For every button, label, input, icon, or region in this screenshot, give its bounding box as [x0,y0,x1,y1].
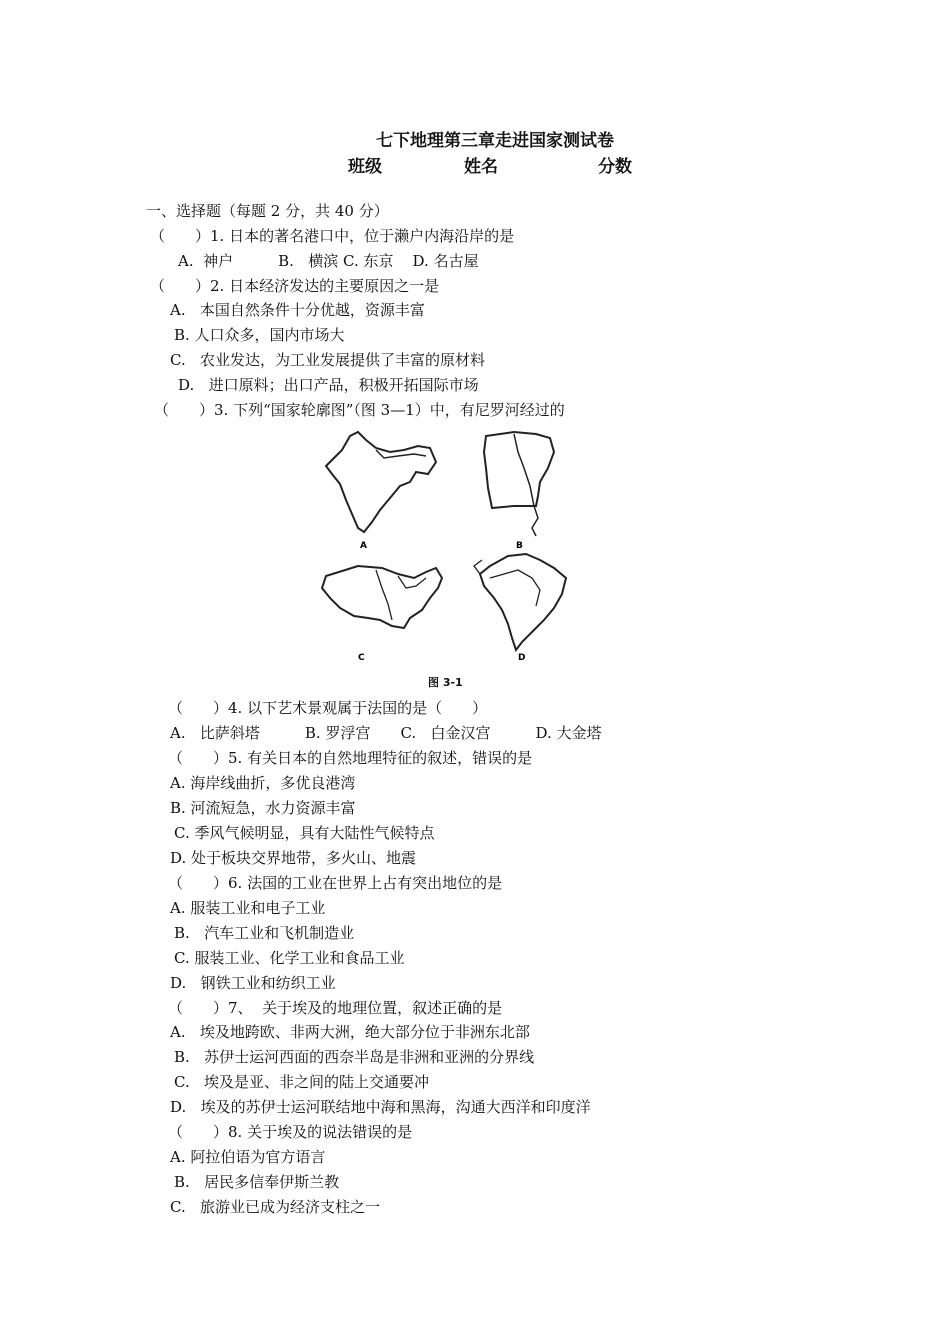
figure-caption: 图 3-1 [428,676,463,689]
figure-label-b: B [516,541,523,551]
q3-stem: （ ）3. 下列“国家轮廓图”（图 3—1）中，有尼罗河经过的 [154,401,565,419]
q6-option-a: A. 服装工业和电子工业 [170,899,326,917]
q4-options: A. 比萨斜塔 B. 罗浮宫 C. 白金汉宫 D. 大金塔 [170,724,602,742]
section-heading: 一、选择题（每题 2 分，共 40 分） [146,202,389,220]
q2-stem: （ ）2. 日本经济发达的主要原因之一是 [150,277,440,295]
q5-stem: （ ）5. 有关日本的自然地理特征的叙述，错误的是 [168,749,533,767]
country-outline-figure [318,428,650,692]
score-label: 分数 [598,157,632,177]
q5-option-a: A. 海岸线曲折，多优良港湾 [170,774,356,792]
q5-option-d: D. 处于板块交界地带，多火山、地震 [170,849,417,867]
figure-label-d: D [518,653,526,663]
q7-option-a: A. 埃及地跨欧、非两大洲，绝大部分位于非洲东北部 [170,1023,530,1041]
q2-option-b: B. 人口众多，国内市场大 [174,326,345,344]
q5-option-c: C. 季风气候明显，具有大陆性气候特点 [174,824,435,842]
q8-option-a: A. 阿拉伯语为官方语言 [170,1148,326,1166]
q7-stem: （ ）7、 关于埃及的地理位置，叙述正确的是 [168,999,503,1017]
q6-option-b: B. 汽车工业和飞机制造业 [174,924,355,942]
india-outline-map [326,432,436,532]
figure-label-a: A [360,541,367,551]
q7-option-d: D. 埃及的苏伊士运河联结地中海和黑海，沟通大西洋和印度洋 [170,1098,591,1116]
q7-option-c: C. 埃及是亚、非之间的陆上交通要冲 [174,1073,430,1091]
q1-options: A. 神户 B. 横滨 C. 东京 D. 名古屋 [178,252,479,270]
q2-option-c: C. 农业发达，为工业发展提供了丰富的原材料 [170,351,486,369]
q6-stem: （ ）6. 法国的工业在世界上占有突出地位的是 [168,874,503,892]
exam-title: 七下地理第三章走进国家测试卷 [376,131,614,151]
brazil-outline-map [474,554,566,650]
q8-option-b: B. 居民多信奉伊斯兰教 [174,1173,340,1191]
q5-option-b: B. 河流短急，水力资源丰富 [170,799,356,817]
q6-option-c: C. 服装工业、化学工业和食品工业 [174,949,405,967]
q2-option-a: A. 本国自然条件十分优越，资源丰富 [170,301,425,319]
class-label: 班级 [348,157,382,177]
q8-option-c: C. 旅游业已成为经济支柱之一 [170,1198,381,1216]
q1-stem: （ ）1. 日本的著名港口中，位于濑户内海沿岸的是 [150,227,515,245]
q7-option-b: B. 苏伊士运河西面的西奈半岛是非洲和亚洲的分界线 [174,1048,535,1066]
figure-label-c: C [358,653,365,663]
egypt-outline-map [484,432,554,536]
q6-option-d: D. 钢铁工业和纺织工业 [170,974,336,992]
name-label: 姓名 [464,157,498,177]
usa-outline-map [322,566,442,628]
q4-stem: （ ）4. 以下艺术景观属于法国的是（ ） [168,699,488,717]
q2-option-d: D. 进口原料；出口产品，积极开拓国际市场 [178,376,479,394]
q8-stem: （ ）8. 关于埃及的说法错误的是 [168,1123,413,1141]
